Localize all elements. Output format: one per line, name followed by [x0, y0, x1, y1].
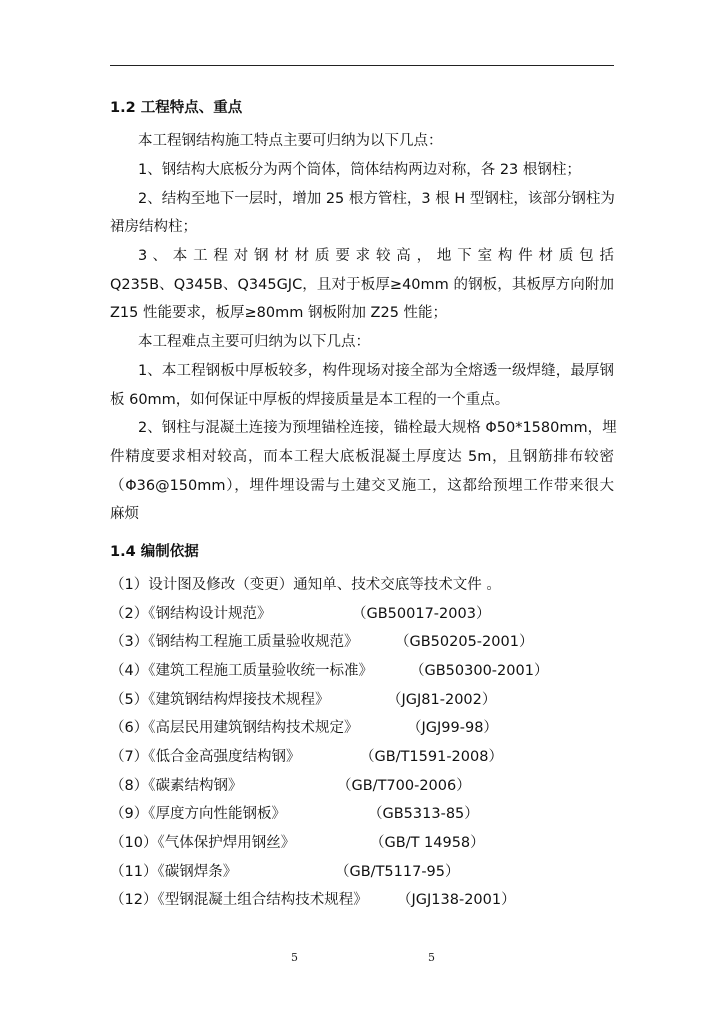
reference-label: （1）设计图及修改（变更）通知单、技术交底等技术文件 。 [110, 577, 501, 593]
reference-code: （JGJ81-2002） [387, 692, 497, 708]
reference-label: （5）《建筑钢结构焊接技术规程》 [110, 692, 330, 708]
page-number-right: 5 [428, 951, 435, 964]
reference-code: （GB/T1591-2008） [360, 749, 503, 765]
paragraph: 件精度要求相对较高，而本工程大底板混凝土厚度达 5m，且钢筋排布较密 [110, 449, 614, 465]
paragraph: 1、本工程钢板中厚板较多，构件现场对接全部为全熔透一级焊缝，最厚钢 [138, 363, 614, 379]
reference-label: （8）《碳素结构钢》 [110, 778, 243, 794]
reference-label: （4）《建筑工程施工质量验收统一标准》 [110, 663, 373, 679]
reference-code: （GB/T 14958） [370, 835, 485, 851]
reference-code: （GB50017-2003） [352, 606, 491, 622]
reference-item [110, 890, 516, 910]
reference-item [110, 862, 460, 882]
section-heading-1-2: 1.2 工程特点、重点 [110, 100, 243, 116]
reference-code: （GB/T700-2006） [337, 778, 471, 794]
reference-label: （6）《高层民用建筑钢结构技术规定》 [110, 720, 359, 736]
reference-code: （JGJ138-2001） [397, 892, 516, 908]
reference-code: （GB50300-2001） [410, 663, 549, 679]
paragraph: Z15 性能要求，板厚≥80mm 钢板附加 Z25 性能； [110, 305, 448, 321]
paragraph: 麻烦 [110, 506, 139, 522]
section-heading-1-4: 1.4 编制依据 [110, 544, 199, 560]
reference-label: （9）《厚度方向性能钢板》 [110, 806, 286, 822]
reference-label: （12）《型钢混凝土组合结构技术规程》 [110, 892, 368, 908]
reference-item [110, 718, 498, 738]
paragraph: 3 、 本 工 程 对 钢 材 材 质 要 求 较 高 ， 地 下 室 构 件 材 质 包 括 [138, 248, 614, 264]
reference-item [110, 804, 479, 824]
reference-label: （11）《碳钢焊条》 [110, 864, 238, 880]
reference-item [110, 747, 503, 767]
reference-code: （GB5313-85） [368, 806, 479, 822]
reference-item [110, 632, 534, 652]
reference-item [110, 776, 471, 796]
page-number-left: 5 [291, 951, 298, 964]
reference-code: （GB50205-2001） [395, 634, 534, 650]
reference-label: （10）《气体保护焊用钢丝》 [110, 835, 296, 851]
reference-item [110, 604, 491, 624]
reference-code: （JGJ99-98） [407, 720, 498, 736]
reference-code: （GB/T5117-95） [335, 864, 460, 880]
reference-item [110, 661, 549, 681]
reference-label: （3）《钢结构工程施工质量验收规范》 [110, 634, 359, 650]
paragraph: 本工程难点主要可归纳为以下几点： [138, 334, 370, 350]
reference-item [110, 575, 501, 595]
paragraph: 板 60mm，如何保证中厚板的焊接质量是本工程的一个重点。 [110, 392, 510, 408]
paragraph: 本工程钢结构施工特点主要可归纳为以下几点： [138, 133, 443, 149]
header-rule [110, 65, 614, 66]
reference-label: （2）《钢结构设计规范》 [110, 606, 272, 622]
paragraph: 裙房结构柱； [110, 219, 197, 235]
reference-label: （7）《低合金高强度结构钢》 [110, 749, 301, 765]
paragraph: 2、结构至地下一层时，增加 25 根方管柱，3 根 H 型钢柱，该部分钢柱为 [138, 191, 615, 207]
paragraph: Q235B、Q345B、Q345GJC，且对于板厚≥40mm 的钢板，其板厚方向附加 [110, 277, 614, 293]
paragraph: （Φ36@150mm），埋件埋设需与土建交叉施工，这都给预埋工作带来很大 [110, 478, 614, 494]
reference-item [110, 833, 485, 853]
paragraph: 2、钢柱与混凝土连接为预埋锚栓连接，锚栓最大规格 Φ50*1580mm，埋 [138, 420, 617, 436]
reference-item [110, 690, 497, 710]
paragraph: 1、钢结构大底板分为两个筒体，筒体结构两边对称，各 23 根钢柱； [138, 162, 581, 178]
